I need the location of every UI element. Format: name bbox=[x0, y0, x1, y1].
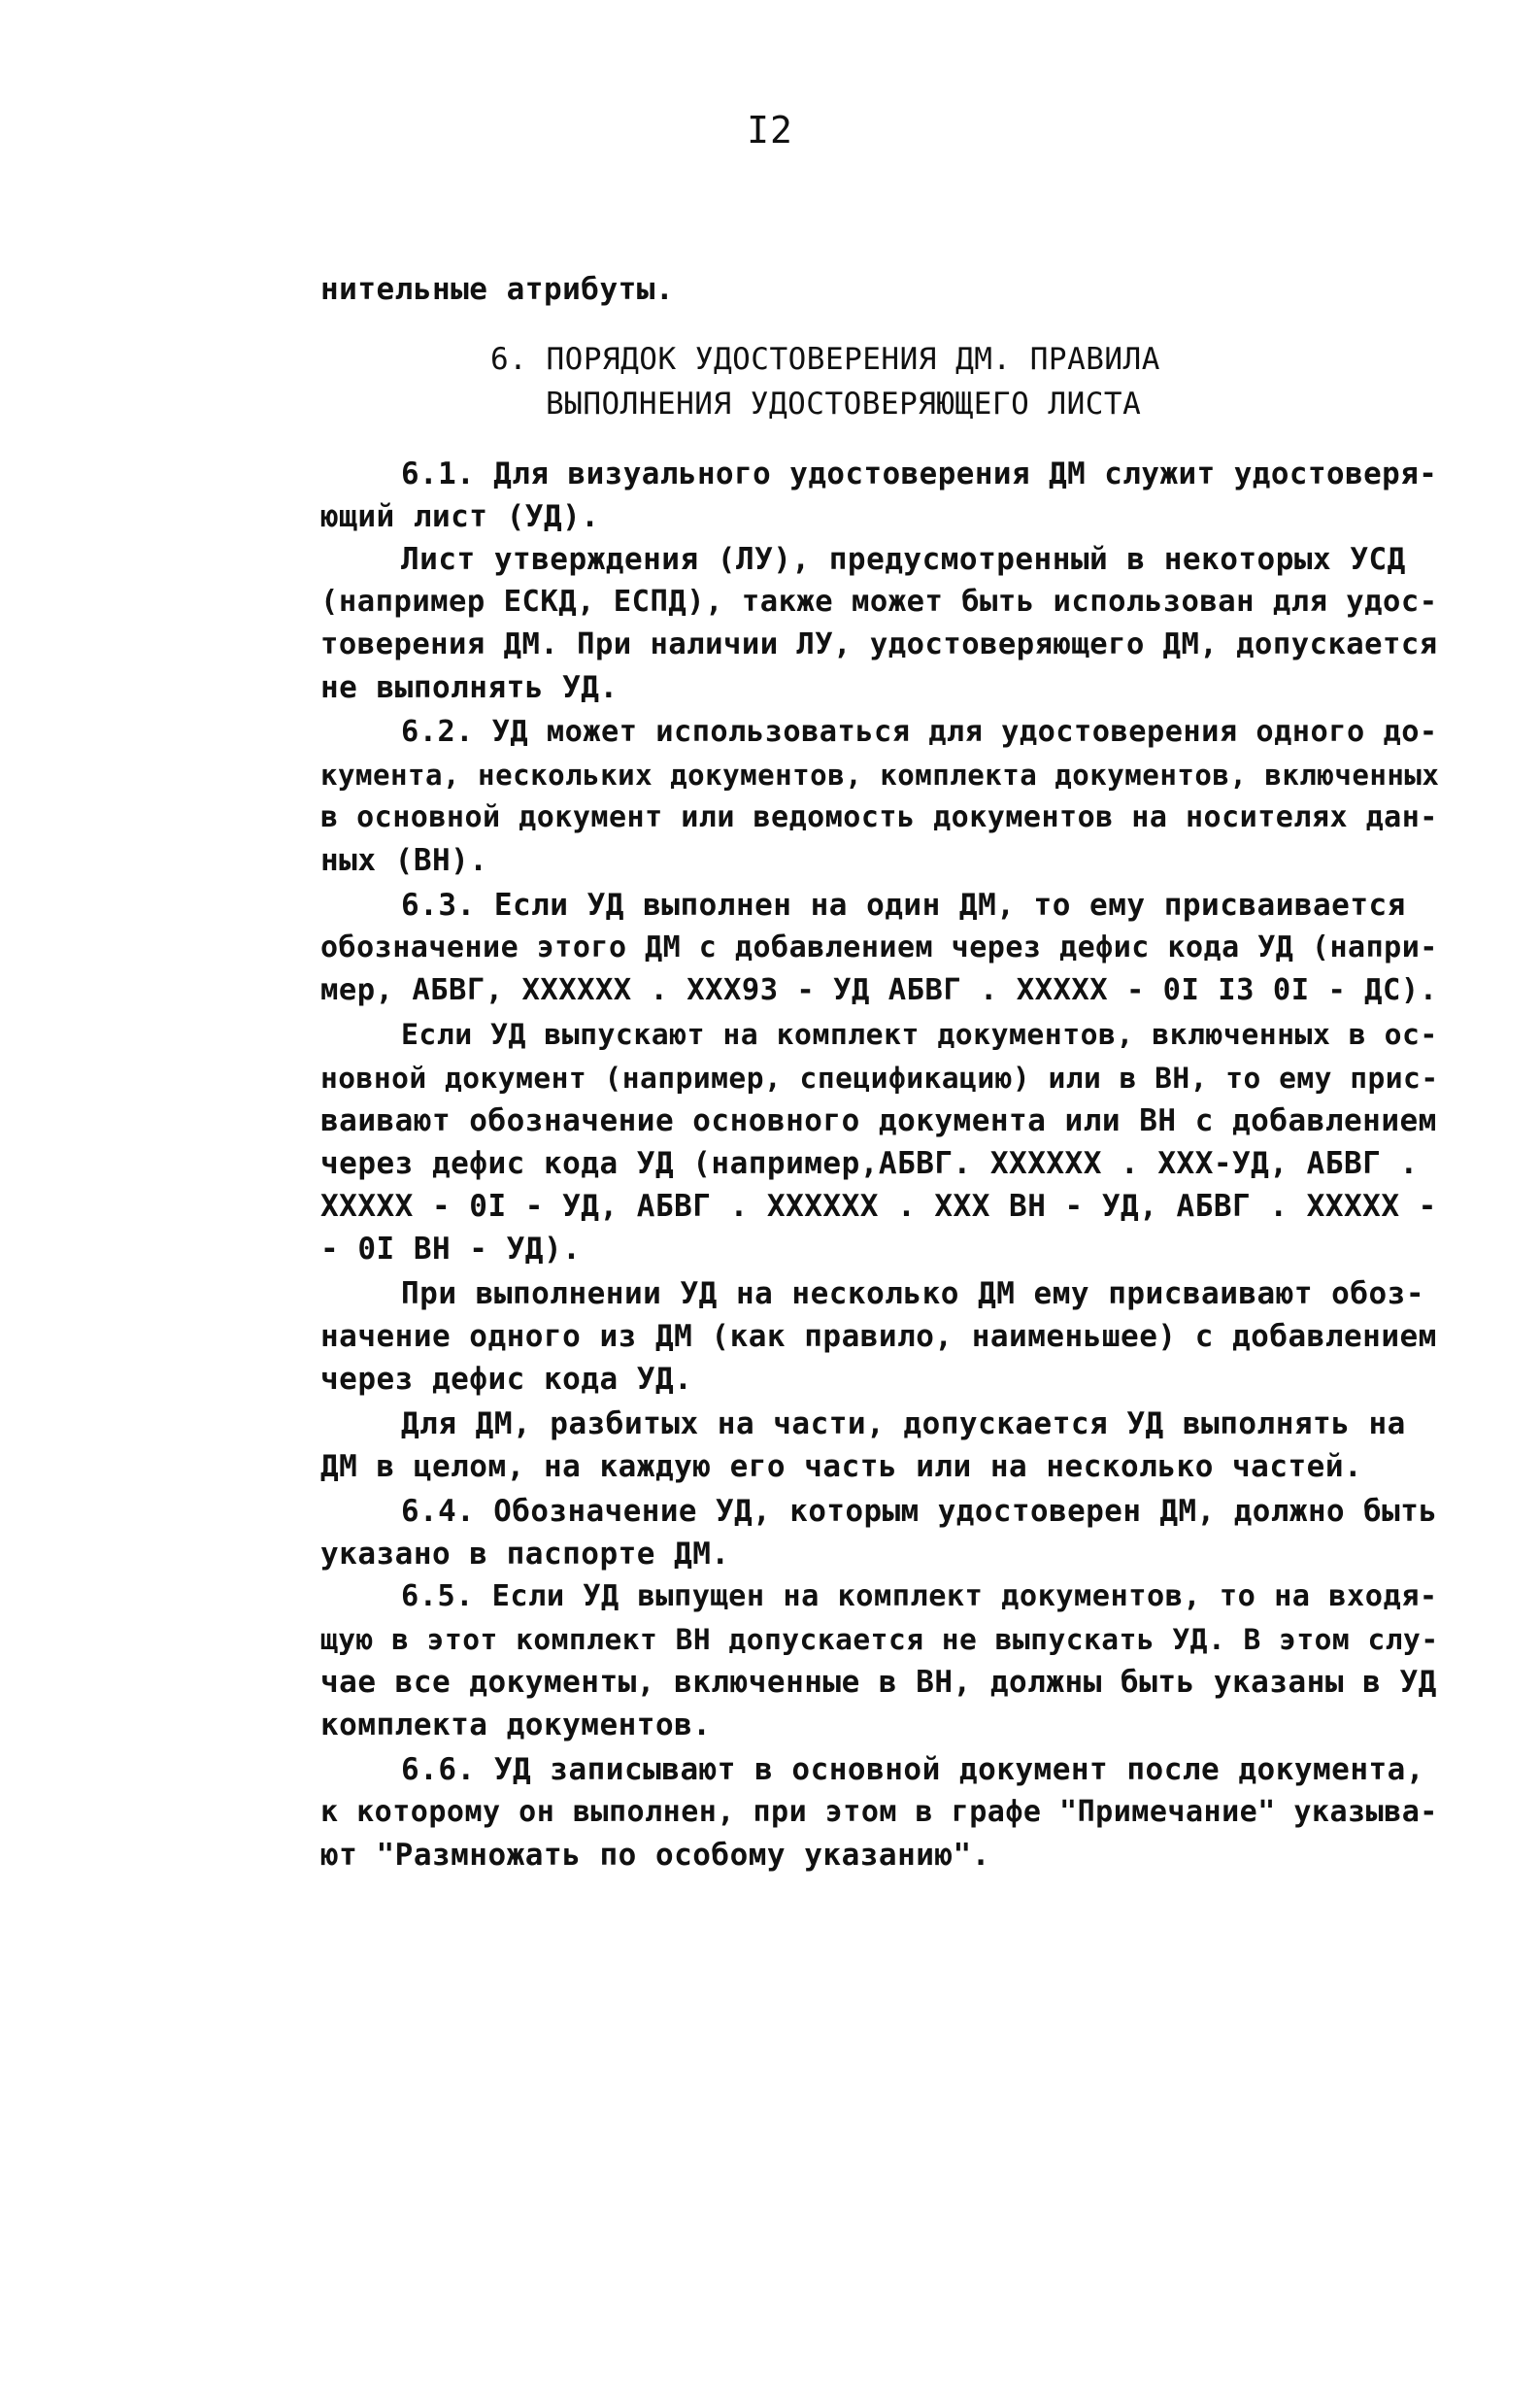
text-line: ных (ВН). bbox=[320, 843, 488, 878]
text-line: 6.4. Обозначение УД, которым удостоверен ДМ, должно быть bbox=[401, 1494, 1438, 1529]
text-line: через дефис кода УД. bbox=[320, 1362, 693, 1397]
text-line: в основной документ или ведомость документов на носителях дан- bbox=[320, 800, 1438, 834]
text-line: щую в этот комплект ВН допускается не выпускать УД. В этом слу- bbox=[320, 1623, 1439, 1656]
text-line: ют "Размножать по особому указанию". bbox=[320, 1838, 990, 1873]
section-heading-line-2: ВЫПОЛНЕНИЯ УДОСТОВЕРЯЮЩЕГО ЛИСТА bbox=[546, 387, 1142, 422]
text-line: 6.5. Если УД выпущен на комплект документов, то на входя- bbox=[401, 1579, 1438, 1613]
text-line: (например ЕСКД, ЕСПД), также может быть использован для удос- bbox=[320, 585, 1438, 619]
text-line: 6.1. Для визуального удостоверения ДМ служит удостоверя- bbox=[401, 457, 1438, 491]
text-line: ДМ в целом, на каждую его часть или на несколько частей. bbox=[320, 1449, 1363, 1484]
text-line: - 0I ВН - УД). bbox=[320, 1232, 582, 1267]
text-line: к которому он выполнен, при этом в графе "Примечание" указыва- bbox=[320, 1795, 1438, 1829]
text-line: обозначение этого ДМ с добавлением через дефис кода УД (напри- bbox=[320, 930, 1438, 964]
text-line: ющий лист (УД). bbox=[320, 499, 600, 534]
text-line: не выполнять УД. bbox=[320, 670, 619, 705]
text-line: комплекта документов. bbox=[320, 1708, 712, 1742]
page-number: I2 bbox=[747, 109, 793, 152]
text-line: кумента, нескольких документов, комплекта документов, включенных bbox=[320, 759, 1440, 792]
text-line: мер, АБВГ, XXXXXX . XXX93 - УД АБВГ . XXXXX - 0I I3 0I - ДС). bbox=[320, 973, 1438, 1007]
text-line: 6.2. УД может использоваться для удостоверения одного до- bbox=[401, 715, 1438, 749]
text-line: новной документ (например, спецификацию) или в ВН, то ему прис- bbox=[320, 1062, 1439, 1095]
text-line: через дефис кода УД (например,АБВГ. XXXXXX . XXX-УД, АБВГ . bbox=[320, 1146, 1419, 1181]
text-line: 6.3. Если УД выполнен на один ДМ, то ему присваивается bbox=[401, 888, 1406, 923]
text-line: чае все документы, включенные в ВН, должны быть указаны в УД bbox=[320, 1665, 1437, 1700]
text-line: товерения ДМ. При наличии ЛУ, удостоверяющего ДМ, допускается bbox=[320, 627, 1438, 661]
text-line: Лист утверждения (ЛУ), предусмотренный в некоторых УСД bbox=[401, 542, 1406, 577]
intro-line: нительные атрибуты. bbox=[320, 272, 675, 307]
text-line: Для ДМ, разбитых на части, допускается УД выполнять на bbox=[401, 1406, 1406, 1441]
text-line: указано в паспорте ДМ. bbox=[320, 1537, 730, 1572]
text-line: ваивают обозначение основного документа или ВН с добавлением bbox=[320, 1103, 1437, 1138]
text-line: XXXXX - 0I - УД, АБВГ . XXXXXX . XXX ВН - УД, АБВГ . XXXXX - bbox=[320, 1189, 1437, 1224]
section-heading-line-1: 6. ПОРЯДОК УДОСТОВЕРЕНИЯ ДМ. ПРАВИЛА bbox=[490, 342, 1160, 377]
text-line: Если УД выпускают на комплект документов, включенных в ос- bbox=[401, 1018, 1438, 1052]
text-line: При выполнении УД на несколько ДМ ему присваивают обоз- bbox=[401, 1276, 1424, 1311]
text-line: начение одного из ДМ (как правило, наименьшее) с добавлением bbox=[320, 1319, 1437, 1354]
text-line: 6.6. УД записывают в основной документ после документа, bbox=[401, 1752, 1424, 1787]
